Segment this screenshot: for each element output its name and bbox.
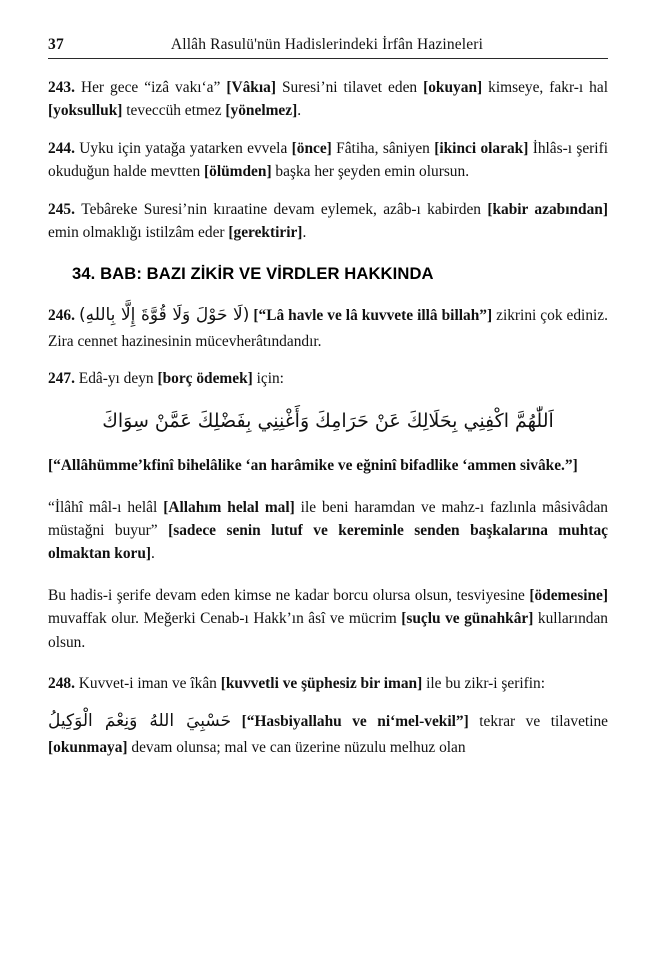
item-number-243: 243. <box>48 79 75 96</box>
section-heading: 34. BAB: BAZI ZİKİR VE VİRDLER HAKKINDA <box>72 264 434 284</box>
numbered-item-247 <box>48 367 608 390</box>
numbered-item-243 <box>48 76 608 123</box>
transliteration-248: [“Hasbiyallahu ve ni‘mel-vekil”] <box>241 713 469 731</box>
transliteration-247: [“Allâhümme’kfinî bihelâlike ‘an harâmike ve eğninî bifadlike ‘ammen sivâke.”] <box>48 457 578 475</box>
numbered-item-246 <box>48 301 608 353</box>
numbered-item-248 <box>48 672 608 695</box>
arabic-phrase-248: حَسْبِيَ اللهُ وَنِعْمَ الْوَكِيلُ <box>48 711 232 732</box>
arabic-phrase-246: (لَا حَوْلَ وَلَا قُوَّةَ إِلَّا بِاللهِ) <box>78 305 250 326</box>
item-text-246: zikrini çok ediniz. Zira cennet hazinesinin mücevherâtındandır. <box>48 307 608 351</box>
meaning-247: “İlâhî mâl-ı helâl [Allahım helal mal] ile beni haramdan ve mahz-ı fazlınla mâsivâdan müstağni buyur” [sadece senin lutuf ve kereminle senden başkalarına muhtaç olmaktan koru]. <box>48 498 608 563</box>
item-text-247-lead: Edâ-yı deyn [borç ödemek] için: <box>78 370 284 388</box>
item-text-243: Her gece “izâ vakı‘a” [Vâkıa] Suresi’ni tilavet eden [okuyan] kimseye, fakr-ı hal [yoksulluk] teveccüh etmez [yönelmez]. <box>48 79 608 120</box>
running-head <box>48 36 608 59</box>
item-number-247: 247. <box>48 370 75 388</box>
page-content <box>48 36 608 760</box>
running-title: Allâh Rasulü'nün Hadislerindeki İrfân Hazineleri <box>170 36 484 53</box>
item-number-244: 244. <box>48 139 75 157</box>
numbered-item-244 <box>48 137 608 184</box>
item-number-245: 245. <box>48 200 75 218</box>
transliteration-246: [“Lâ havle ve lâ kuvvete illâ billah”] <box>253 307 493 325</box>
page-number: 37 <box>48 36 64 53</box>
item-text-248-rest: tekrar ve tilavetine [okunmaya] devam olunsa; mal ve can üzerine nüzulu melhuz olan <box>48 713 608 757</box>
note-247: Bu hadis-i şerife devam eden kimse ne kadar borcu olursa olsun, tesviyesine [ödemesine] muvaffak olur. Meğerki Cenab-ı Hakk’ın âsî ve mücrim [suçlu ve günahkâr] kullarından olsun. <box>48 586 608 651</box>
item-text-245: Tebâreke Suresi’nin kıraatine devam eylemek, azâb-ı kabirden [kabir azabından] emin olmaklığı istilzâm eder [gerektirir]. <box>48 200 608 242</box>
item-number-246: 246. <box>48 307 75 325</box>
item-text-244: Uyku için yatağa yatarken evvela [önce] Fâtiha, sâniyen [ikinci olarak] İhlâs-ı şerifi okuduğun halde mevtten [ölümden] başka her şeyden emin olursun. <box>48 139 608 181</box>
item-number-248: 248. <box>48 674 75 692</box>
item-248-continuation <box>48 707 608 759</box>
numbered-item-245 <box>48 198 608 245</box>
arabic-dua-247: اَللّٰهُمَّ اكْفِنِي بِحَلَالِكَ عَنْ حَرَامِكَ وَأَغْنِنِي بِفَضْلِكَ عَمَّنْ سِوَاكَ <box>102 409 554 432</box>
item-text-248-lead: Kuvvet-i iman ve îkân [kuvvetli ve şüphesiz bir iman] ile bu zikr-i şerifin: <box>78 674 546 692</box>
